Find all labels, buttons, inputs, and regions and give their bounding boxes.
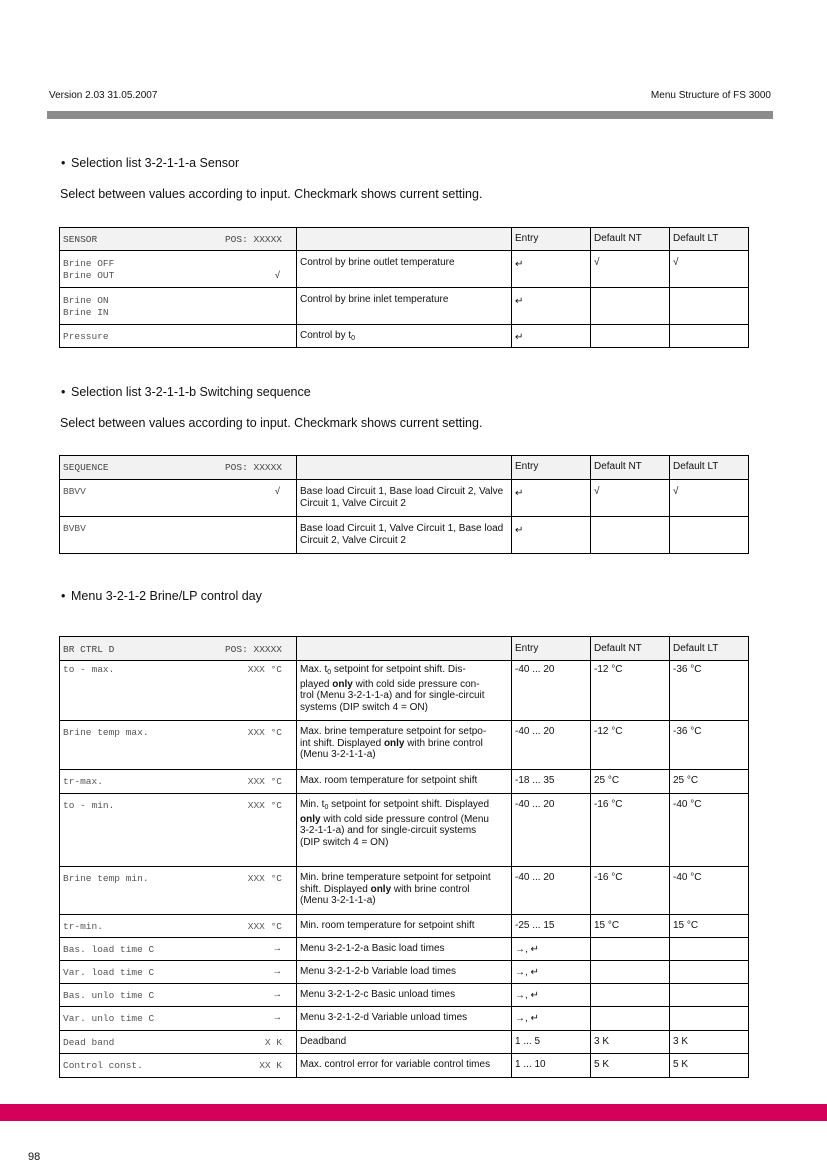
pos-label: POS: XXXXX (224, 462, 282, 473)
description-cell: Menu 3-2-1-2-c Basic unload times (297, 984, 512, 1007)
parameter-unit: XXX °C (247, 664, 282, 675)
entry-range: -40 ... 20 (512, 721, 591, 770)
default-nt: -12 °C (591, 661, 670, 721)
display-header: SEQUENCE (63, 462, 109, 473)
parameter-label: Control const. (63, 1060, 143, 1071)
entry-range: -40 ... 20 (512, 867, 591, 915)
table-row (60, 794, 749, 867)
description-cell: Min. brine temperature setpoint for setpoint shift. Displayed only with brine control (Menu 3-2-1-1-a) (297, 867, 512, 915)
default-nt: 25 °C (591, 770, 670, 794)
section-heading-brine-control: • Menu 3-2-1-2 Brine/LP control day (61, 589, 262, 603)
default-lt-header: Default LT (670, 456, 749, 480)
description-cell: Max. $t_0$ setpoint for setpoint shift. Dis- played only with cold side pressure con- trol (Menu 3-2-1-1-a) and for single-circuit systems (DIP switch 4 = ON) (297, 661, 512, 721)
parameter-unit: XXX °C (247, 727, 282, 738)
parameter-cell (60, 961, 297, 984)
table-row (60, 288, 749, 325)
parameter-label: to - max. (63, 664, 115, 675)
table-row (60, 1031, 749, 1054)
header-divider (47, 111, 773, 119)
default-nt: 5 K (591, 1054, 670, 1078)
option-cell (60, 325, 297, 348)
table-row (60, 325, 749, 348)
description-cell: Base load Circuit 1, Valve Circuit 1, Base load Circuit 2, Valve Circuit 2 (297, 517, 512, 554)
table-row (60, 770, 749, 794)
parameter-cell (60, 938, 297, 961)
option-cell (60, 480, 297, 517)
parameter-unit: XXX °C (247, 873, 282, 884)
default-lt: 25 °C (670, 770, 749, 794)
entry-range: -40 ... 20 (512, 661, 591, 721)
table-header-row (60, 637, 749, 661)
parameter-cell (60, 721, 297, 770)
enter-icon: ↵ (512, 325, 591, 348)
option-line: Brine OUT (63, 269, 115, 281)
parameter-cell (60, 794, 297, 867)
default-nt-header: Default NT (591, 637, 670, 661)
option-line: Brine OFF (63, 258, 115, 269)
display-header: BR CTRL D (63, 644, 115, 655)
footer-accent-bar (0, 1104, 827, 1121)
arrow-right-icon: → (272, 966, 282, 977)
checkmark-icon: √ (274, 486, 280, 497)
checkmark-icon: √ (274, 270, 280, 281)
default-nt-header: Default NT (591, 228, 670, 251)
enter-icon: ↵ (512, 480, 591, 517)
default-lt: 15 °C (670, 915, 749, 938)
default-lt-header: Default LT (670, 637, 749, 661)
parameter-label: Var. load time C (63, 967, 155, 978)
parameter-cell (60, 984, 297, 1007)
entry-range: 1 ... 5 (512, 1031, 591, 1054)
description-cell: Min. $t_0$ setpoint for setpoint shift. Displayed only with cold side pressure control (Menu 3-2-1-1-a) and for single-circuit systems (DIP switch 4 = ON) (297, 794, 512, 867)
brine-control-table (59, 636, 749, 1078)
description-cell: Base load Circuit 1, Base load Circuit 2, Valve Circuit 1, Valve Circuit 2 (297, 480, 512, 517)
option-line: Pressure (63, 331, 109, 342)
table-row (60, 938, 749, 961)
parameter-label: Bas. unlo time C (63, 990, 155, 1001)
parameter-label: tr-max. (63, 776, 103, 787)
section-note-sequence: Select between values according to input. Checkmark shows current setting. (60, 416, 483, 430)
section-note-sensor: Select between values according to input. Checkmark shows current setting. (60, 187, 483, 201)
option-line: Brine ON (63, 295, 109, 306)
enter-icon: ↵ (512, 251, 591, 288)
parameter-label: Brine temp max. (63, 727, 149, 738)
table-row (60, 915, 749, 938)
entry-range: 1 ... 10 (512, 1054, 591, 1078)
entry-range: -25 ... 15 (512, 915, 591, 938)
display-header: SENSOR (63, 234, 98, 245)
parameter-cell (60, 1007, 297, 1031)
description-cell: Deadband (297, 1031, 512, 1054)
display-header-cell (60, 456, 297, 480)
default-lt-header: Default LT (670, 228, 749, 251)
description-cell: Max. brine temperature setpoint for setpo- int shift. Displayed only with brine control (Menu 3-2-1-1-a) (297, 721, 512, 770)
entry-range: -18 ... 35 (512, 770, 591, 794)
parameter-unit: XX K (259, 1060, 282, 1071)
default-lt: -40 °C (670, 794, 749, 867)
parameter-label: Bas. load time C (63, 944, 155, 955)
description-cell: Menu 3-2-1-2-d Variable unload times (297, 1007, 512, 1031)
option-line: Brine IN (63, 306, 109, 318)
table-row (60, 961, 749, 984)
table-row (60, 721, 749, 770)
table-row (60, 251, 749, 288)
desc-header (297, 228, 512, 251)
section-heading-sensor: • Selection list 3-2-1-1-a Sensor (61, 156, 239, 170)
entry-keys: →, ↵ (512, 984, 591, 1007)
parameter-cell (60, 1054, 297, 1078)
parameter-unit: XXX °C (247, 776, 282, 787)
description-cell: Max. room temperature for setpoint shift (297, 770, 512, 794)
entry-keys: →, ↵ (512, 961, 591, 984)
description-cell: Max. control error for variable control times (297, 1054, 512, 1078)
table-row (60, 1007, 749, 1031)
arrow-right-icon: → (272, 943, 282, 954)
entry-range: -40 ... 20 (512, 794, 591, 867)
description-cell: Control by brine inlet temperature (297, 288, 512, 325)
default-nt: 15 °C (591, 915, 670, 938)
section-heading-sequence: • Selection list 3-2-1-1-b Switching sequence (61, 385, 311, 399)
description-cell: Control by $t_0$ (297, 325, 512, 348)
display-header-cell (60, 228, 297, 251)
parameter-label: Var. unlo time C (63, 1013, 155, 1024)
default-nt: -16 °C (591, 794, 670, 867)
parameter-label: tr-min. (63, 921, 103, 932)
entry-keys: →, ↵ (512, 938, 591, 961)
default-nt-header: Default NT (591, 456, 670, 480)
default-lt: -40 °C (670, 867, 749, 915)
checkmark-icon: √ (591, 251, 670, 288)
page-number: 98 (28, 1151, 41, 1163)
table-row (60, 1054, 749, 1078)
table-header-row (60, 228, 749, 251)
description-cell: Control by brine outlet temperature (297, 251, 512, 288)
pos-label: POS: XXXXX (224, 644, 282, 655)
checkmark-icon: √ (591, 480, 670, 517)
parameter-cell (60, 915, 297, 938)
checkmark-icon: √ (670, 480, 749, 517)
parameter-label: to - min. (63, 800, 115, 811)
sensor-table (59, 227, 749, 348)
parameter-label: Dead band (63, 1037, 115, 1048)
description-cell: Menu 3-2-1-2-a Basic load times (297, 938, 512, 961)
option-line: BVBV (63, 523, 86, 534)
description-cell: Min. room temperature for setpoint shift (297, 915, 512, 938)
table-row (60, 661, 749, 721)
parameter-label: Brine temp min. (63, 873, 149, 884)
default-lt: -36 °C (670, 661, 749, 721)
pos-label: POS: XXXXX (224, 234, 282, 245)
parameter-unit: XXX °C (247, 921, 282, 932)
arrow-right-icon: → (272, 989, 282, 1000)
entry-header: Entry (512, 228, 591, 251)
table-row (60, 480, 749, 517)
enter-icon: ↵ (512, 288, 591, 325)
table-row (60, 517, 749, 554)
default-lt: 5 K (670, 1054, 749, 1078)
arrow-right-icon: → (272, 1012, 282, 1023)
parameter-unit: XXX °C (247, 800, 282, 811)
option-cell (60, 288, 297, 325)
default-nt: -12 °C (591, 721, 670, 770)
checkmark-icon: √ (670, 251, 749, 288)
option-cell (60, 251, 297, 288)
table-header-row (60, 456, 749, 480)
entry-header: Entry (512, 637, 591, 661)
sequence-table (59, 455, 749, 554)
display-header-cell (60, 637, 297, 661)
parameter-cell (60, 770, 297, 794)
table-row (60, 867, 749, 915)
entry-keys: →, ↵ (512, 1007, 591, 1031)
default-lt: 3 K (670, 1031, 749, 1054)
parameter-cell (60, 661, 297, 721)
table-row (60, 984, 749, 1007)
parameter-cell (60, 867, 297, 915)
parameter-unit: X K (264, 1037, 282, 1048)
header-title: Menu Structure of FS 3000 (650, 90, 771, 101)
default-nt: -16 °C (591, 867, 670, 915)
default-nt: 3 K (591, 1031, 670, 1054)
entry-header: Entry (512, 456, 591, 480)
enter-icon: ↵ (512, 517, 591, 554)
parameter-cell (60, 1031, 297, 1054)
option-cell (60, 517, 297, 554)
description-cell: Menu 3-2-1-2-b Variable load times (297, 961, 512, 984)
default-lt: -36 °C (670, 721, 749, 770)
header-version: Version 2.03 31.05.2007 (49, 90, 158, 101)
option-line: BBVV (63, 486, 86, 497)
